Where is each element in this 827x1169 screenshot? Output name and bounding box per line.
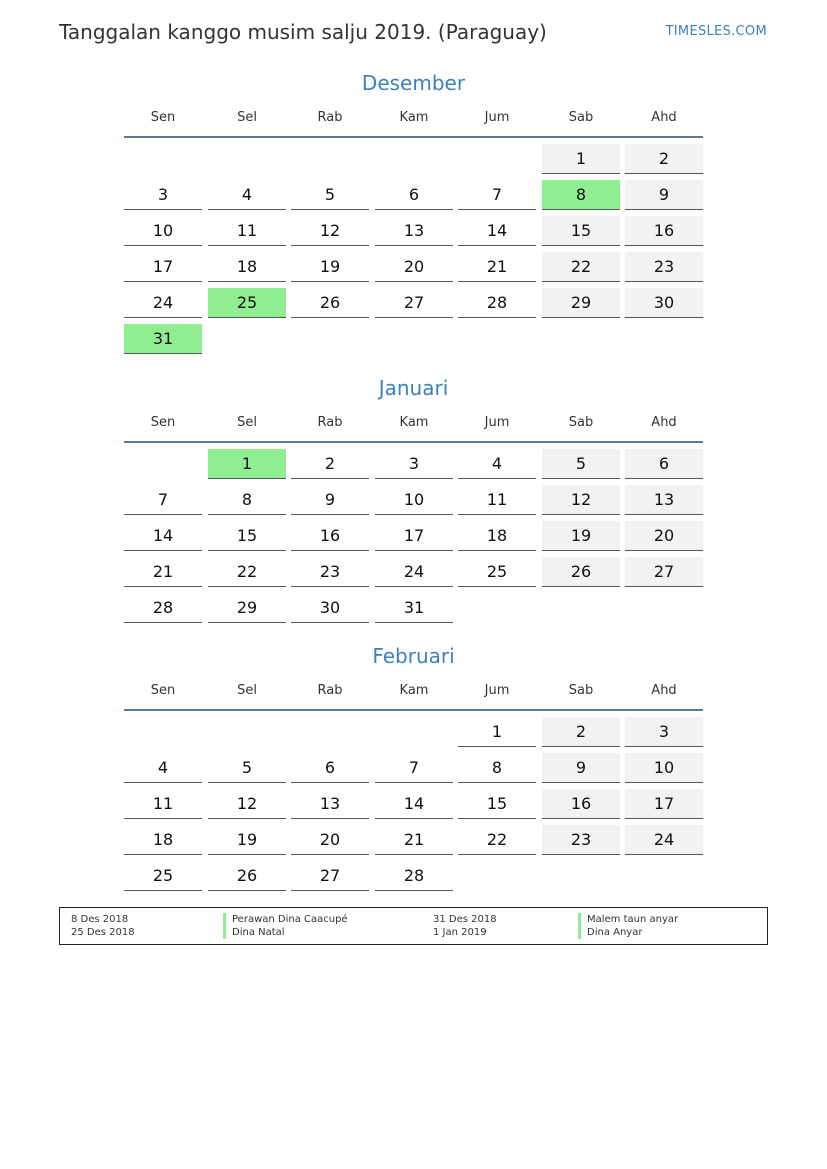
legend-date: 8 Des 2018 — [71, 914, 129, 925]
day-cell: 6 — [291, 753, 369, 783]
day-cell: 23 — [291, 557, 369, 587]
day-cell: 3 — [124, 180, 202, 210]
day-cell: 20 — [625, 521, 703, 551]
day-cell: 28 — [458, 288, 536, 318]
day-cell: 12 — [542, 485, 620, 515]
weekday-header: Rab — [317, 110, 343, 125]
day-cell: 7 — [458, 180, 536, 210]
weekday-header: Sen — [150, 683, 176, 698]
legend-holiday-name: Dina Anyar — [578, 926, 642, 939]
day-cell: 22 — [542, 252, 620, 282]
day-cell: 14 — [124, 521, 202, 551]
day-cell: 5 — [291, 180, 369, 210]
day-cell: 24 — [124, 288, 202, 318]
day-cell: 10 — [124, 216, 202, 246]
day-cell: 14 — [375, 789, 453, 819]
day-cell: 28 — [375, 861, 453, 891]
day-cell: 25 — [458, 557, 536, 587]
day-cell: 2 — [291, 449, 369, 479]
day-cell: 15 — [458, 789, 536, 819]
weekday-header: Sab — [568, 110, 594, 125]
day-cell: 21 — [458, 252, 536, 282]
day-cell: 22 — [208, 557, 286, 587]
day-cell: 16 — [542, 789, 620, 819]
legend-holiday-name: Perawan Dina Caacupé — [223, 913, 348, 926]
day-cell: 27 — [291, 861, 369, 891]
weekday-header: Sab — [568, 683, 594, 698]
weekday-header: Sen — [150, 415, 176, 430]
day-cell: 31 — [375, 593, 453, 623]
day-cell: 19 — [291, 252, 369, 282]
day-cell: 7 — [124, 485, 202, 515]
day-cell: 1 — [542, 144, 620, 174]
day-cell: 13 — [375, 216, 453, 246]
day-cell: 13 — [625, 485, 703, 515]
weekday-header: Rab — [317, 415, 343, 430]
weekday-header: Jum — [484, 110, 510, 125]
header-divider — [124, 709, 703, 711]
day-cell: 26 — [208, 861, 286, 891]
page-title: Tanggalan kanggo musim salju 2019. (Paraguay) — [59, 20, 547, 44]
legend-date: 31 Des 2018 — [433, 914, 497, 925]
day-cell: 9 — [291, 485, 369, 515]
weekday-header: Ahd — [651, 110, 677, 125]
day-cell: 2 — [625, 144, 703, 174]
holiday-day-cell: 31 — [124, 324, 202, 354]
legend-holiday-name: Dina Natal — [223, 926, 285, 939]
day-cell: 18 — [208, 252, 286, 282]
day-cell: 14 — [458, 216, 536, 246]
day-cell: 6 — [375, 180, 453, 210]
header-divider — [124, 441, 703, 443]
site-link[interactable]: TIMESLES.COM — [665, 24, 767, 39]
day-cell: 23 — [625, 252, 703, 282]
day-cell: 3 — [375, 449, 453, 479]
day-cell: 27 — [375, 288, 453, 318]
day-cell: 5 — [208, 753, 286, 783]
day-cell: 22 — [458, 825, 536, 855]
day-cell: 24 — [625, 825, 703, 855]
day-cell: 20 — [291, 825, 369, 855]
day-cell: 3 — [625, 717, 703, 747]
weekday-header: Jum — [484, 683, 510, 698]
weekday-header: Sen — [150, 110, 176, 125]
month-title: Januari — [378, 376, 449, 400]
day-cell: 28 — [124, 593, 202, 623]
day-cell: 8 — [208, 485, 286, 515]
weekday-header: Jum — [484, 415, 510, 430]
day-cell: 12 — [208, 789, 286, 819]
day-cell: 10 — [625, 753, 703, 783]
day-cell: 19 — [208, 825, 286, 855]
day-cell: 23 — [542, 825, 620, 855]
day-cell: 21 — [124, 557, 202, 587]
weekday-header: Sel — [237, 415, 257, 430]
day-cell: 18 — [124, 825, 202, 855]
day-cell: 4 — [458, 449, 536, 479]
day-cell: 26 — [291, 288, 369, 318]
day-cell: 16 — [625, 216, 703, 246]
day-cell: 26 — [542, 557, 620, 587]
day-cell: 15 — [208, 521, 286, 551]
day-cell: 11 — [208, 216, 286, 246]
holiday-legend — [59, 907, 768, 945]
weekday-header: Kam — [399, 415, 429, 430]
weekday-header: Rab — [317, 683, 343, 698]
holiday-day-cell: 25 — [208, 288, 286, 318]
day-cell: 7 — [375, 753, 453, 783]
day-cell: 24 — [375, 557, 453, 587]
weekday-header: Kam — [399, 110, 429, 125]
day-cell: 27 — [625, 557, 703, 587]
legend-date: 25 Des 2018 — [71, 927, 135, 938]
day-cell: 29 — [208, 593, 286, 623]
day-cell: 11 — [458, 485, 536, 515]
weekday-header: Sel — [237, 683, 257, 698]
month-title: Desember — [361, 71, 466, 95]
day-cell: 11 — [124, 789, 202, 819]
day-cell: 4 — [208, 180, 286, 210]
day-cell: 18 — [458, 521, 536, 551]
day-cell: 16 — [291, 521, 369, 551]
day-cell: 29 — [542, 288, 620, 318]
holiday-day-cell: 8 — [542, 180, 620, 210]
month-title: Februari — [372, 644, 455, 668]
header-divider — [124, 136, 703, 138]
weekday-header: Sab — [568, 415, 594, 430]
day-cell: 10 — [375, 485, 453, 515]
day-cell: 19 — [542, 521, 620, 551]
day-cell: 5 — [542, 449, 620, 479]
day-cell: 17 — [625, 789, 703, 819]
day-cell: 30 — [625, 288, 703, 318]
day-cell: 9 — [542, 753, 620, 783]
day-cell: 2 — [542, 717, 620, 747]
day-cell: 9 — [625, 180, 703, 210]
day-cell: 15 — [542, 216, 620, 246]
day-cell: 1 — [458, 717, 536, 747]
holiday-day-cell: 1 — [208, 449, 286, 479]
day-cell: 25 — [124, 861, 202, 891]
day-cell: 17 — [375, 521, 453, 551]
day-cell: 6 — [625, 449, 703, 479]
day-cell: 17 — [124, 252, 202, 282]
day-cell: 12 — [291, 216, 369, 246]
weekday-header: Sel — [237, 110, 257, 125]
day-cell: 20 — [375, 252, 453, 282]
day-cell: 21 — [375, 825, 453, 855]
legend-holiday-name: Malem taun anyar — [578, 913, 678, 926]
weekday-header: Kam — [399, 683, 429, 698]
day-cell: 8 — [458, 753, 536, 783]
legend-date: 1 Jan 2019 — [433, 927, 487, 938]
day-cell: 4 — [124, 753, 202, 783]
weekday-header: Ahd — [651, 415, 677, 430]
day-cell: 30 — [291, 593, 369, 623]
day-cell: 13 — [291, 789, 369, 819]
weekday-header: Ahd — [651, 683, 677, 698]
